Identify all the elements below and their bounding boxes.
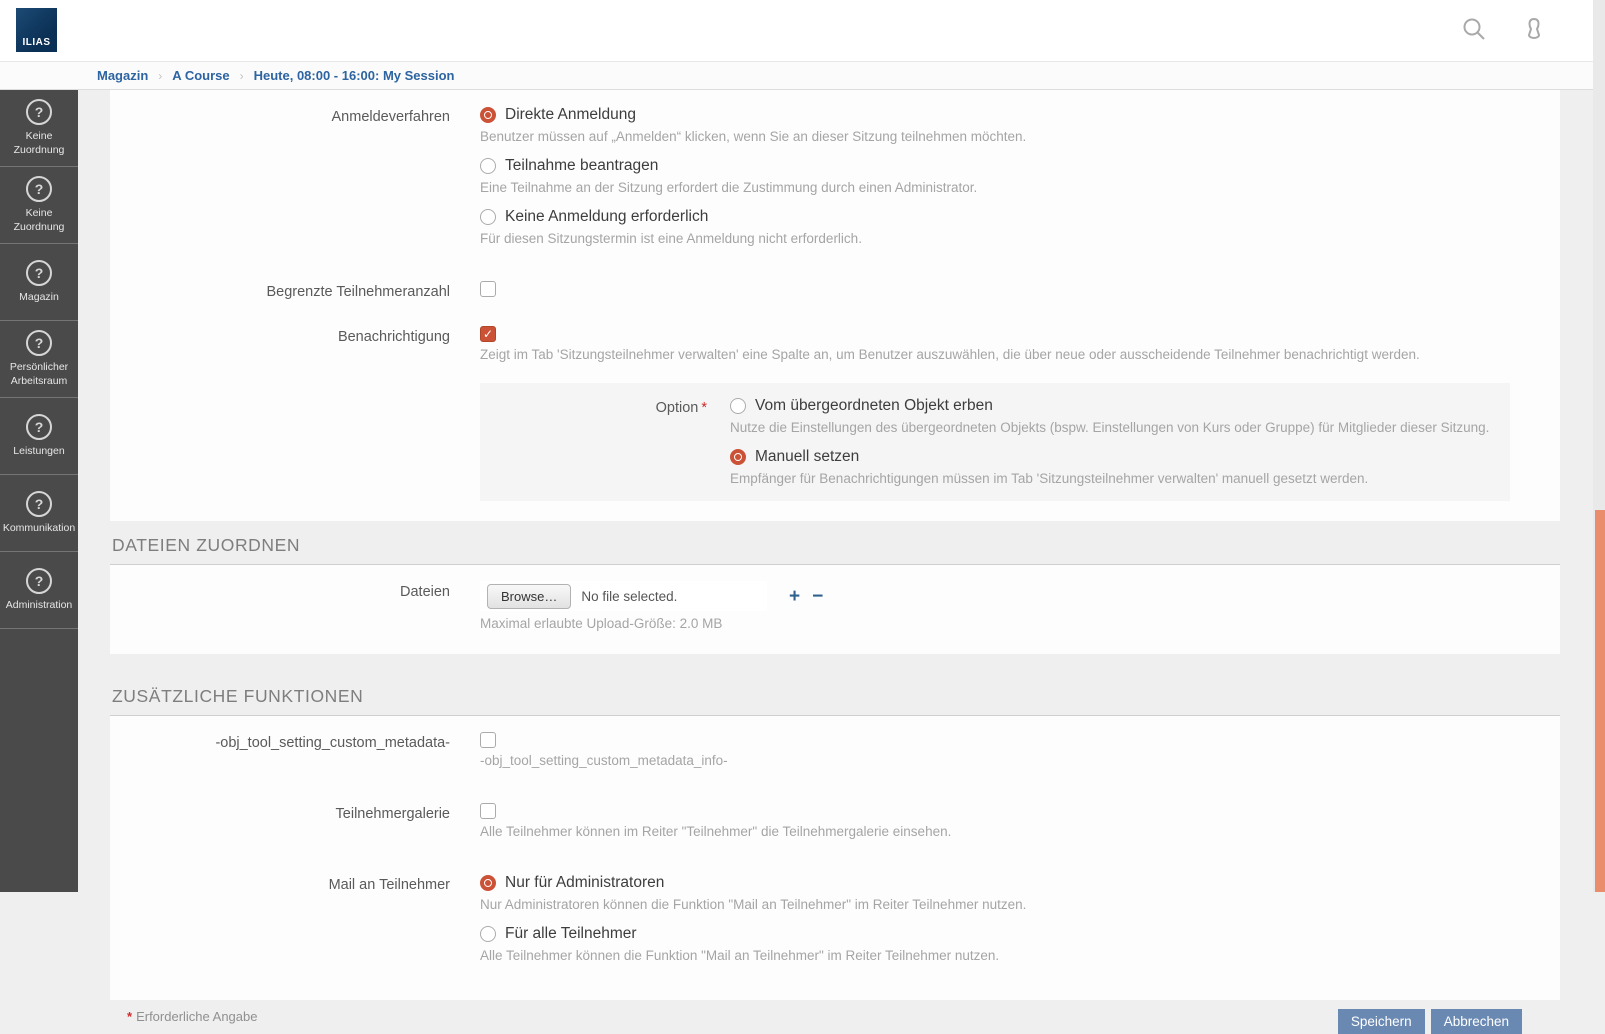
notification-option-subform — [480, 383, 1510, 501]
mail-label: Mail an Teilnehmer — [328, 877, 450, 893]
custom-metadata-label: -obj_tool_setting_custom_metadata- — [215, 735, 450, 751]
question-mark-icon: ? — [26, 568, 52, 594]
session-settings-form — [110, 90, 1560, 1032]
registration-panel — [110, 90, 1560, 521]
sidebar-item-label: Keine Zuordnung — [13, 130, 65, 156]
sidebar-item-persoenlicher-arbeitsraum[interactable] — [0, 321, 78, 398]
radio-byline: Alle Teilnehmer können die Funktion "Mail an Teilnehmer" im Reiter Teilnehmer nutzen. — [480, 948, 1000, 963]
breadcrumb-session[interactable]: Heute, 08:00 - 16:00: My Session — [253, 68, 455, 83]
radio-byline: Benutzer müssen auf „Anmelden“ klicken, wenn Sie an dieser Sitzung teilnehmen möchten. — [480, 129, 1027, 144]
sidebar-item-label: Persönlicher Arbeitsraum — [9, 361, 69, 387]
radio-label[interactable]: Für alle Teilnehmer — [505, 925, 637, 942]
limited-participants-label: Begrenzte Teilnehmeranzahl — [266, 284, 450, 300]
search-icon[interactable] — [1461, 16, 1487, 42]
breadcrumb-course[interactable]: A Course — [172, 68, 230, 83]
browse-button[interactable]: Browse… — [487, 584, 571, 609]
sidebar-item-label: Leistungen — [13, 444, 65, 457]
gallery-checkbox[interactable] — [480, 803, 496, 819]
radio-byline: Eine Teilnahme an der Sitzung erfordert die Zustimmung durch einen Administrator. — [480, 180, 978, 195]
radio-byline: Nur Administratoren können die Funktion "Mail an Teilnehmer" im Reiter Teilnehmer nutzen. — [480, 897, 1027, 912]
radio-nur-fuer-administratoren[interactable] — [480, 875, 496, 891]
page-scrollbar-track[interactable] — [1593, 0, 1605, 892]
custom-metadata-checkbox[interactable] — [480, 732, 496, 748]
radio-teilnahme-beantragen[interactable] — [480, 158, 496, 174]
sidebar-item-label: Kommunikation — [2, 521, 76, 534]
files-panel — [110, 565, 1560, 654]
breadcrumb-separator-icon: › — [239, 68, 244, 83]
mail-row — [110, 874, 1560, 976]
question-mark-icon: ? — [26, 491, 52, 517]
custom-metadata-byline: -obj_tool_setting_custom_metadata_info- — [480, 753, 728, 768]
radio-label[interactable]: Manuell setzen — [755, 448, 860, 465]
notification-label: Benachrichtigung — [337, 329, 450, 345]
gallery-label: Teilnehmergalerie — [335, 806, 450, 822]
radio-keine-anmeldung[interactable] — [480, 209, 496, 225]
section-title-dateien-zuordnen: DATEIEN ZUORDNEN — [110, 521, 1560, 565]
option-inherit — [730, 397, 1510, 435]
question-mark-icon: ? — [26, 414, 52, 440]
no-file-text: No file selected. — [581, 588, 678, 604]
breadcrumb-magazin[interactable]: Magazin — [97, 68, 149, 83]
breadcrumb-separator-icon: › — [158, 68, 163, 83]
question-mark-icon: ? — [26, 260, 52, 286]
registration-row — [110, 106, 1560, 259]
sidebar-item-leistungen[interactable] — [0, 398, 78, 475]
upload-size-byline: Maximal erlaubte Upload-Größe: 2.0 MB — [480, 616, 723, 631]
top-header — [0, 0, 1605, 62]
sidebar-item-keine-zuordnung-2[interactable] — [0, 167, 78, 244]
cancel-button[interactable]: Abbrechen — [1431, 1009, 1522, 1034]
sidebar-item-magazin[interactable] — [0, 244, 78, 321]
limited-participants-checkbox[interactable] — [480, 281, 496, 297]
radio-direkte-anmeldung[interactable] — [480, 107, 496, 123]
registration-label: Anmeldeverfahren — [331, 109, 450, 125]
question-mark-icon: ? — [26, 176, 52, 202]
radio-byline: Nutze die Einstellungen des übergeordneten Objekts (bspw. Einstellungen von Kurs oder Gruppe) für Mitglieder dieser Sitzung. — [730, 420, 1490, 435]
radio-label[interactable]: Direkte Anmeldung — [505, 106, 636, 123]
radio-label[interactable]: Teilnahme beantragen — [505, 157, 659, 174]
mail-option-all — [480, 925, 1560, 963]
gallery-row — [110, 803, 1560, 852]
main-menu-sidebar — [0, 90, 78, 892]
additional-panel — [110, 716, 1560, 1000]
add-file-icon[interactable]: + — [789, 585, 801, 607]
radio-label[interactable]: Nur für Administratoren — [505, 874, 665, 891]
radio-vom-uebergeordneten-objekt-erben[interactable] — [730, 398, 746, 414]
remove-file-icon[interactable]: − — [812, 585, 824, 607]
radio-byline: Für diesen Sitzungstermin ist eine Anmeldung nicht erforderlich. — [480, 231, 862, 246]
registration-option-direct — [480, 106, 1560, 144]
sidebar-item-label: Keine Zuordnung — [13, 207, 65, 233]
radio-label[interactable]: Keine Anmeldung erforderlich — [505, 208, 709, 225]
option-manual — [730, 448, 1510, 486]
sidebar-item-label: Magazin — [19, 290, 59, 303]
page-scrollbar-thumb[interactable] — [1595, 510, 1605, 892]
ilias-logo-text: ILIAS — [22, 37, 51, 48]
radio-fuer-alle-teilnehmer[interactable] — [480, 926, 496, 942]
radio-manuell-setzen[interactable] — [730, 449, 746, 465]
notification-byline: Zeigt im Tab 'Sitzungsteilnehmer verwalten' eine Spalte an, um Benutzer auszuwählen, die über neue oder ausscheidende Teilnehmer benachrichtigt werden. — [480, 347, 1420, 362]
notification-checkbox[interactable]: ✓ — [480, 326, 496, 342]
files-label: Dateien — [400, 584, 450, 600]
option-label: Option * — [655, 400, 707, 416]
breadcrumb — [0, 62, 1605, 90]
section-title-zusaetzliche-funktionen: ZUSÄTZLICHE FUNKTIONEN — [110, 672, 1560, 716]
form-footer — [110, 1000, 1560, 1032]
mail-option-admins — [480, 874, 1560, 912]
gallery-byline: Alle Teilnehmer können im Reiter "Teilnehmer" die Teilnehmergalerie einsehen. — [480, 824, 952, 839]
user-icon[interactable] — [1521, 16, 1547, 42]
required-note: * Erforderliche Angabe — [127, 1009, 258, 1024]
ilias-logo[interactable] — [16, 8, 57, 52]
limited-participants-row — [110, 281, 1560, 300]
custom-metadata-row — [110, 732, 1560, 781]
registration-option-request — [480, 157, 1560, 195]
file-input[interactable] — [480, 581, 767, 611]
radio-byline: Empfänger für Benachrichtigungen müssen im Tab 'Sitzungsteilnehmer verwalten' manuell gesetzt werden. — [730, 471, 1369, 486]
sidebar-item-label: Administration — [5, 598, 73, 611]
notification-row — [110, 326, 1560, 375]
question-mark-icon: ? — [26, 99, 52, 125]
required-asterisk: * — [127, 1009, 133, 1024]
sidebar-item-keine-zuordnung-1[interactable] — [0, 90, 78, 167]
question-mark-icon: ? — [26, 330, 52, 356]
radio-label[interactable]: Vom übergeordneten Objekt erben — [755, 397, 993, 414]
required-asterisk: * — [701, 400, 707, 416]
registration-option-none — [480, 208, 1560, 246]
save-button[interactable]: Speichern — [1338, 1009, 1425, 1034]
files-row — [110, 581, 1560, 644]
sidebar-item-administration[interactable] — [0, 552, 78, 629]
sidebar-item-kommunikation[interactable] — [0, 475, 78, 552]
